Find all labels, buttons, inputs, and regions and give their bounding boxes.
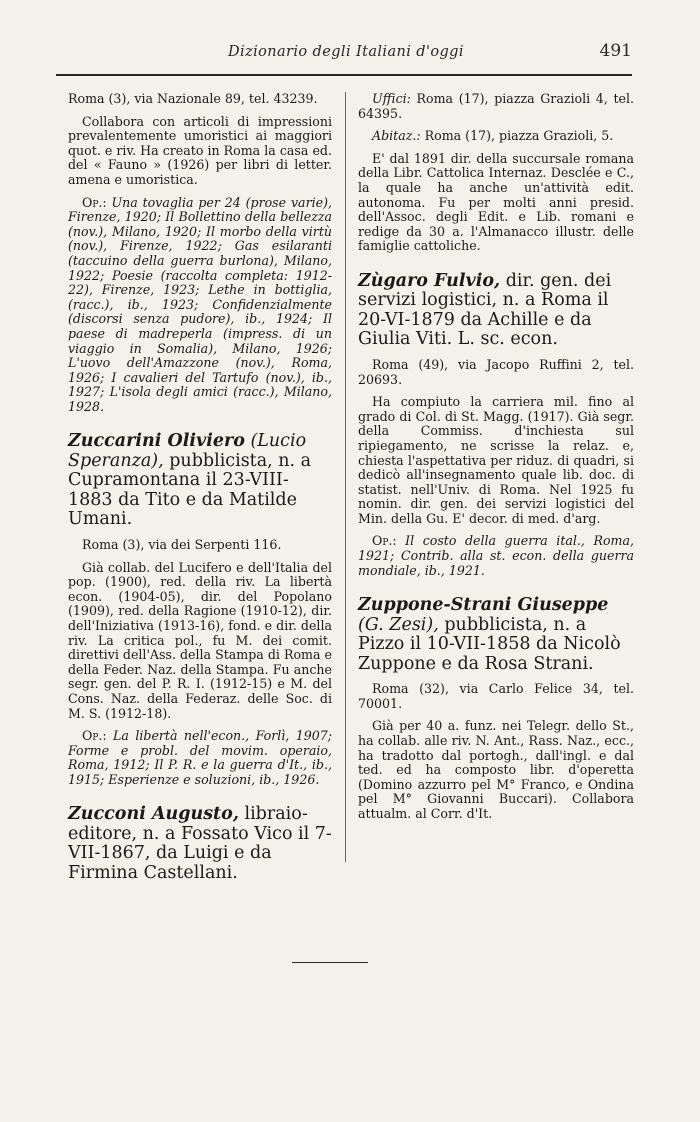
address: Roma (3), via Nazionale 89, tel. 43239.	[68, 91, 318, 106]
entry-details: pubblicista, n. a Pizzo il 10-VII-1858 da Nicolò Zuppone e da Rosa Strani.	[358, 614, 621, 674]
home-value: Roma (17), piazza Grazioli, 5.	[420, 128, 614, 144]
address: Roma (49), via Jacopo Ruffini 2, tel. 20693.	[358, 356, 634, 387]
works-label: Op.:	[82, 194, 107, 210]
address: Roma (32), via Carlo Felice 34, tel. 70001.	[358, 681, 634, 711]
header-rule	[56, 74, 632, 76]
entry-heading	[68, 432, 332, 530]
entry-heading	[68, 805, 332, 883]
entry-details: dir. gen. dei servizi logistici, n. a Roma il 20-VI-1879 da Achille e da Giulia Viti. L. sc. econ.	[358, 270, 612, 350]
works	[68, 196, 332, 415]
running-header	[0, 41, 700, 72]
biography: Collabora con articoli di impressioni prevalentemente umoristici ai maggiori quot. e riv. Ha creato in Roma la casa ed. del « Fauno » (1926) per libri di letter. amena e umoristica.	[68, 113, 332, 187]
left-column	[68, 92, 332, 891]
address: Roma (3), via dei Serpenti 116.	[82, 536, 282, 552]
works-list: Il costo della guerra ital., Roma, 1921; Contrib. alla st. econ. della guerra mondiale, ib., 1921.	[358, 533, 634, 578]
entry-name: Zuccarini Oliviero	[68, 431, 245, 452]
entry-heading	[358, 272, 634, 350]
works-label: Op.:	[372, 533, 397, 549]
entry-pseudonym: (G. Zesi),	[358, 614, 439, 635]
entry-details: libraio-editore, n. a Fossato Vico il 7-VII-1867, da Luigi e da Firmina Castellani.	[68, 804, 332, 883]
home-address	[358, 129, 634, 144]
works	[68, 729, 332, 787]
biography: Ha compiuto la carriera mil. fino al grado di Col. di St. Magg. (1917). Già segr. della Commiss. d'inchiesta sul ripiegamento, ne scrisse la relaz. e, chiesta l'aspettativa per riduz. di quadri, si dedicò all'insegnamento quale lib. doc. di statist. nell'Univ. di Roma. Nel 1925 fu nomin. dir. gen. dei servizi logistici del Min. della Gu. E' decor. di med. d'arg.	[358, 394, 634, 526]
works-list: Una tovaglia per 24 (prose varie), Firenze, 1920; Il Bollettino della bellezza (nov.), Milano, 1920; Il morbo della virtù (nov.), Firenze, 1922; Gas esilaranti (taccuino della guerra burlona), Milano, 1922; Poesie (raccolta completa: 1912-22), Firenze, 1923; Lethe in bottiglia, (racc.), ib., 1923; Confidenzialmente (discorsi senza pudore), ib., 1924; Il paese di madreperla (impress. di un viaggio in Somalia), Milano, 1926; L'uovo dell'Amazzone (nov.), Roma, 1926; I cavalieri del Tartufo (nov.), ib., 1927; L'isola degli amici (racc.), Milano, 1928.	[68, 194, 332, 414]
end-rule	[292, 962, 368, 963]
biography: E' dal 1891 dir. della succursale romana della Libr. Cattolica Internaz. Desclée e C., la quale ha anche un'attività edit. autonoma. Fu per molti anni presid. dell'Assoc. degli Edit. e Lib. romani e redige da 30 a. l'Almanacco illustr. delle famiglie cattoliche.	[358, 150, 634, 254]
entry-name: Zuppone-Strani Giuseppe	[358, 595, 609, 616]
biography: Già collab. del Lucifero e dell'Italia del pop. (1900), red. della riv. La libertà econ. (1904-05), dir. del Popolano (1909), red. della Ragione (1910-12), dir. dell'Iniziativa (1913-16), fond. e dir. della riv. La critica pol., fu M. dei comit. direttivi dell'Ass. della Stampa di Roma e della Feder. Naz. della Stampa. Fu anche segr. gen. del P. R. I. (1912-15) e M. del Cons. Naz. della Federaz. delle Soc. di M. S. (1912-18).	[68, 559, 332, 721]
works-list: La libertà nell'econ., Forlì, 1907; Forme e probl. del movim. operaio, Roma, 1912; Il P. R. e la guerra d'It., ib., 1915; Esperienze e soluzioni, ib., 1926.	[68, 728, 332, 787]
running-title: Dizionario degli Italiani d'oggi	[228, 44, 464, 60]
office-address	[358, 92, 634, 121]
entry-pseudonym: (Lucio Speranza),	[68, 431, 307, 471]
page-number: 491	[599, 41, 632, 61]
entry-heading	[358, 596, 634, 674]
office-value: Roma (17), piazza Grazioli 4, tel. 64395.	[358, 91, 634, 121]
column-divider	[345, 92, 346, 862]
biography: Già per 40 a. funz. nei Telegr. dello St., ha collab. alle riv. N. Ant., Rass. Naz., ecc., ha tradotto dal portogh., dall'ingl. e dal ted. ed ha composto libr. d'operetta (Domino azzurro pel M° Franco, e Ondina pel M° Giovanni Buccari). Collabora attualm. al Corr. d'It.	[358, 718, 634, 821]
right-column	[358, 92, 634, 830]
entry-name: Zùgaro Fulvio,	[358, 270, 501, 291]
office-label: Uffici:	[372, 91, 411, 106]
home-label: Abitaz.:	[372, 128, 421, 144]
entry-name: Zucconi Augusto,	[68, 804, 239, 825]
entry-details: pubblicista, n. a Cupramontana il 23-VIII-1883 da Tito e da Matilde Umani.	[68, 450, 312, 530]
works	[358, 534, 634, 578]
works-label: Op.:	[82, 728, 107, 744]
